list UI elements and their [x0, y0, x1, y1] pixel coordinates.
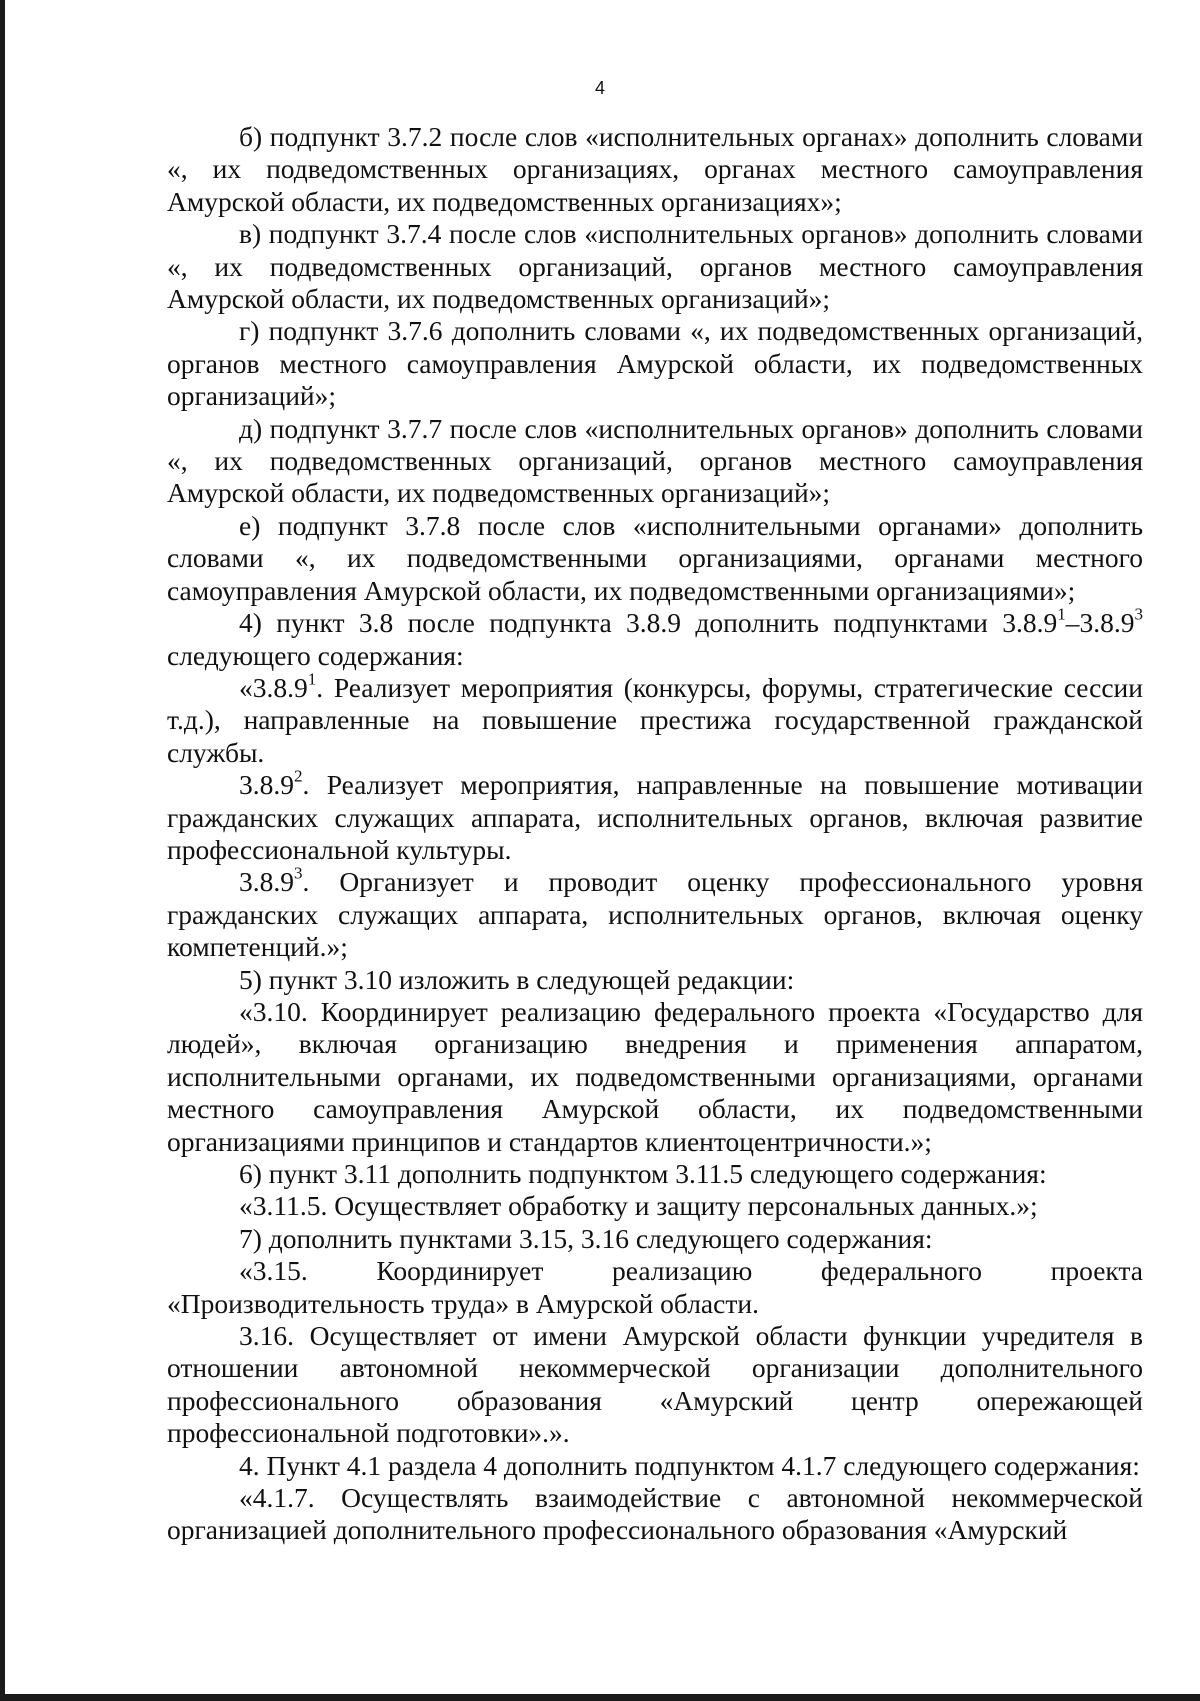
paragraph-3-8-9-3 — [167, 866, 1143, 963]
paragraph-item-6: 6) пункт 3.11 дополнить подпунктом 3.11.5 следующего содержания: — [239, 1158, 1047, 1189]
paragraph-text-part: 3.8.9 — [239, 769, 294, 801]
paragraph-item-4 — [167, 604, 1143, 672]
paragraph-text-part: –3.8.9 — [1065, 607, 1135, 639]
paragraph-3-8-9-2 — [167, 766, 1143, 866]
paragraph-text-part: . Реализует мероприятия (конкурсы, форумы, стратегические сессии т.д.), направленные на повышение престижа государственной гражданской службы. — [167, 671, 1143, 768]
paragraph-item-7: 7) дополнить пунктами 3.15, 3.16 следующего содержания: — [239, 1222, 933, 1254]
paragraph-3-15: «3.15. Координирует реализацию федерального проекта «Производительность труда» в Амурской области. — [167, 1255, 1143, 1319]
paragraph-subitem-b: б) подпункт 3.7.2 после слов «исполнительных органах» дополнить словами «, их подведомственных организациях, органах местного самоуправления Амурской области, их подведомственных организациях»; — [167, 121, 1143, 217]
paragraph-4-1-7: «4.1.7. Осуществлять взаимодействие с автономной некоммерческой организацией дополнительного профессионального образования «Амурский — [167, 1482, 1143, 1546]
paragraph-section-4: 4. Пункт 4.1 раздела 4 дополнить подпунктом 4.1.7 следующего содержания: — [239, 1449, 1140, 1481]
scan-edge-left — [0, 0, 5, 1701]
paragraph-subitem-d: д) подпункт 3.7.7 после слов «исполнительных органов» дополнить словами «, их подведомственных организаций, органов местного самоуправления Амурской области, их подведомственных организаций»; — [167, 412, 1143, 509]
superscript: 3 — [294, 864, 303, 884]
paragraph-text-part: 3.8.9 — [239, 866, 294, 898]
page-number: 4 — [594, 78, 605, 98]
scan-edge-bottom — [0, 1694, 1200, 1701]
paragraph-text-part: 4) пункт 3.8 после подпункта 3.8.9 дополнить подпунктами 3.8.9 — [239, 607, 1058, 639]
superscript: 2 — [294, 766, 303, 786]
paragraph-3-16: 3.16. Осуществляет от имени Амурской области функции учредителя в отношении автономной некоммерческой организации дополнительного профессионального образования «Амурский центр опережающей профессиональной подготовки».». — [167, 1320, 1143, 1449]
paragraph-text-part: . Реализует мероприятия, направленные на повышение мотивации гражданских служащих аппарата, исполнительных органов, включая развитие профессиональной культуры. — [167, 769, 1143, 865]
paragraph-3-11-5: «3.11.5. Осуществляет обработку и защиту персональных данных.»; — [239, 1190, 1038, 1222]
superscript: 1 — [307, 669, 317, 689]
paragraph-text-part: . Организует и проводит оценку профессионального уровня гражданских служащих аппарата, исполнительных органов, включая оценку компетенций.»; — [167, 866, 1143, 963]
paragraph-subitem-v: в) подпункт 3.7.4 после слов «исполнительных органов» дополнить словами «, их подведомственных организаций, органов местного самоуправления Амурской области, их подведомственных организаций»; — [167, 218, 1143, 315]
paragraph-subitem-e: е) подпункт 3.7.8 после слов «исполнительными органами» дополнить словами «, их подведомственными организациями, органами местного самоуправления Амурской области, их подведомственными организациями»; — [167, 509, 1143, 606]
paragraph-subitem-g: г) подпункт 3.7.6 дополнить словами «, их подведомственных организаций, органов местного самоуправления Амурской области, их подведомственных организаций»; — [167, 315, 1143, 412]
superscript: 3 — [1134, 604, 1143, 624]
superscript: 1 — [1057, 604, 1066, 624]
paragraph-item-5: 5) пункт 3.10 изложить в следующей редакции: — [239, 963, 795, 995]
paragraph-3-10: «3.10. Координирует реализацию федерального проекта «Государство для людей», включая организацию внедрения и применения аппаратом, исполнительными органами, их подведомственными организациями, органами местного самоуправления Амурской области, их подведомственными организациями принципов и стандартов клиентоцентричности.»; — [167, 995, 1143, 1157]
paragraph-text-part: следующего содержания: — [167, 639, 464, 671]
paragraph-3-8-9-1 — [167, 669, 1143, 769]
paragraph-text-part: «3.8.9 — [239, 671, 308, 703]
document-body — [167, 121, 1143, 1547]
